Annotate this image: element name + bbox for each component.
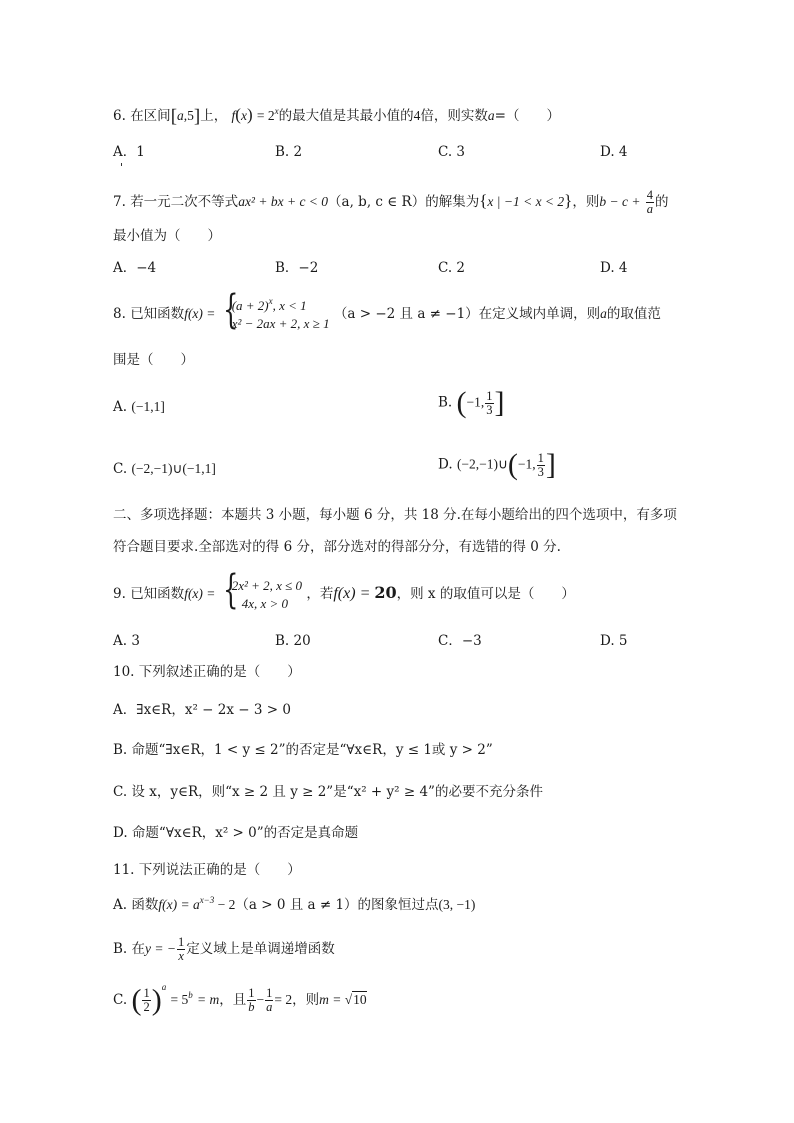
stem-text: 倍，则实数 (420, 108, 488, 124)
q9-option-b: B. 20 (275, 633, 311, 649)
q10-option-c: C. 设 x，y∈R，则“x ≥ 2 且 y ≥ 2”是“x² + y² ≥ 4”的必要不充分条件 (113, 784, 543, 800)
q8-option-b: B. (−1, $\frac{1}{3}$ ] (438, 386, 505, 419)
q6-option-d: D. 4 (600, 144, 628, 160)
stem-text: 若一元二次不等式 (130, 194, 239, 210)
condition: （a > −2 且 a ≠ −1） (333, 306, 479, 322)
q8-option-d: D. (−2,−1)∪(−1, $\frac{1}{3}$ ] (438, 448, 556, 481)
function-exponent: x (274, 106, 279, 116)
condition-lhs: f(x) = (333, 585, 375, 602)
interval-start: a (177, 108, 184, 123)
case-2: 4x, x > 0 (241, 595, 289, 611)
piecewise-function: { $(a + 2)^x$, x < 1 x² − 2ax + 2, x ≥ 1 (220, 297, 330, 333)
q6-option-c: C. 3 (438, 144, 466, 160)
answer-blank: =（ ） (494, 108, 560, 124)
stem-text: 的解集为 (425, 194, 480, 210)
case-1: { 2x² + 2, x ≤ 0 (231, 577, 303, 593)
function-base: = 2 (256, 108, 275, 123)
question-7-line-2: 最小值为（ ） (113, 228, 221, 244)
case-2: x² − 2ax + 2, x ≥ 1 (231, 315, 330, 331)
condition: （a, b, c ∈ R） (328, 194, 426, 210)
stem-text: 上， (200, 108, 228, 124)
ratio-value: 4 (413, 108, 421, 123)
section-2-instructions: 符合题目要求.全部选对的得 6 分，部分选对的得部分分，有选错的得 0 分. (113, 539, 561, 555)
question-8-line-2: 围是（ ） (113, 352, 194, 368)
q11-option-c: C. ( $\frac{1}{2}$ )$^a = 5^b = m$，且 $\frac{1}{b}$ − $\frac{1}{a}$ = 2，则m = √10 (113, 982, 367, 1017)
q8-option-a: A. (−1,1] (113, 399, 165, 415)
question-number: 10. (113, 664, 135, 680)
q9-option-c: C．−3 (438, 633, 482, 649)
question-number: 6. (113, 108, 126, 124)
stem-text: 的 (654, 194, 669, 210)
interval-end: ,5 (183, 108, 194, 123)
q11-option-a: A. 函数$f(x) = a^{x-3} - 2(a > 0$ 且 a ≠ 1）的图象恒过点(3, −1) (113, 895, 476, 913)
stem-text: 已知函数 (130, 586, 185, 602)
q10-option-a: A．∃x∈R，x² − 2x − 3 > 0 (113, 702, 291, 718)
question-number: 8. (113, 306, 126, 322)
expression: b − c + (599, 194, 641, 209)
q7-option-b: B．−2 (275, 260, 319, 276)
option-value: (−1,1] (131, 399, 165, 414)
q9-option-a: A. 3 (113, 633, 140, 649)
question-11 (113, 860, 301, 880)
scan-mark (121, 163, 122, 166)
question-number: 11. (113, 862, 135, 878)
q10-option-b: B. 命题“∃x∈R，1 < y ≤ 2”的否定是“∀x∈R，y ≤ 1或 y > 2” (113, 742, 493, 758)
question-9 (113, 575, 575, 611)
radicand: 10 (353, 992, 367, 1007)
question-number: 7. (113, 194, 126, 210)
option-value: (−2,−1)∪(−1,1] (131, 461, 216, 476)
q7-option-d: D. 4 (600, 260, 628, 276)
q7-option-c: C. 2 (438, 260, 466, 276)
stem-text: ，则 x 的取值可以是（ ） (396, 586, 575, 602)
fraction-4-over-a: $\frac{4}{a}$ (646, 188, 653, 216)
stem-text: ，则 (572, 194, 600, 210)
stem-text: 在区间 (130, 108, 171, 124)
condition: （a > 0 且 a ≠ 1） (235, 897, 358, 913)
function-var: x (240, 108, 247, 123)
question-7: 7. 若一元二次不等式ax² + bx + c < 0（a, b, c ∈ R）的解集为{x | −1 < x < 2}，则b − c + $\frac{4}{a}$ 的 (113, 188, 669, 216)
fixed-point: (3, −1) (438, 897, 476, 912)
solution-set: x | −1 < x < 2 (487, 194, 565, 209)
q7-option-a: A．−4 (113, 260, 157, 276)
case-1: (a + 2) (231, 297, 269, 313)
q6-option-a: A．1 (113, 144, 145, 160)
variable-a: a (487, 108, 495, 123)
condition-value: 20 (374, 583, 397, 602)
variable-a: a (600, 306, 607, 321)
function-lhs: f(x) = (184, 306, 216, 321)
function: y = − (145, 941, 176, 956)
q8-option-c: C. (−2,−1)∪(−1,1] (113, 461, 216, 477)
q9-option-d: D. 5 (600, 633, 628, 649)
section-2-heading: 二、多项选择题：本题共 3 小题，每小题 6 分，共 18 分.在每小题给出的四个选项中，有多项 (113, 507, 677, 523)
q11-option-b: B. 在y = − $\frac{1}{x}$ 定义域上是单调递增函数 (113, 935, 335, 963)
inequality: ax² + bx + c < 0 (238, 194, 329, 209)
question-6: 6. 在区间[a,5]上， $f(x) = 2^x$的最大值是其最小值的4倍，则实数a=（ ） (113, 105, 560, 127)
function-lhs: f(x) = (184, 586, 216, 601)
stem-text: 下列说法正确的是（ ） (138, 862, 301, 878)
stem-text: 的最大值是其最小值的 (278, 108, 414, 124)
q6-option-b: B. 2 (275, 144, 303, 160)
piecewise-function (220, 577, 302, 613)
stem-text: 下列叙述正确的是（ ） (138, 664, 301, 680)
stem-text: 在定义域内单调，则 (478, 306, 601, 322)
question-number: 9. (113, 586, 126, 602)
q10-option-d: D. 命题“∀x∈R，x² > 0”的否定是真命题 (113, 825, 359, 841)
function-name: f (231, 108, 236, 123)
question-8 (113, 296, 661, 332)
stem-text: 已知函数 (130, 306, 185, 322)
stem-text: ，若 (306, 586, 334, 602)
function: f(x) = a (158, 897, 200, 912)
question-10 (113, 662, 301, 682)
stem-text: 的取值范 (606, 306, 661, 322)
